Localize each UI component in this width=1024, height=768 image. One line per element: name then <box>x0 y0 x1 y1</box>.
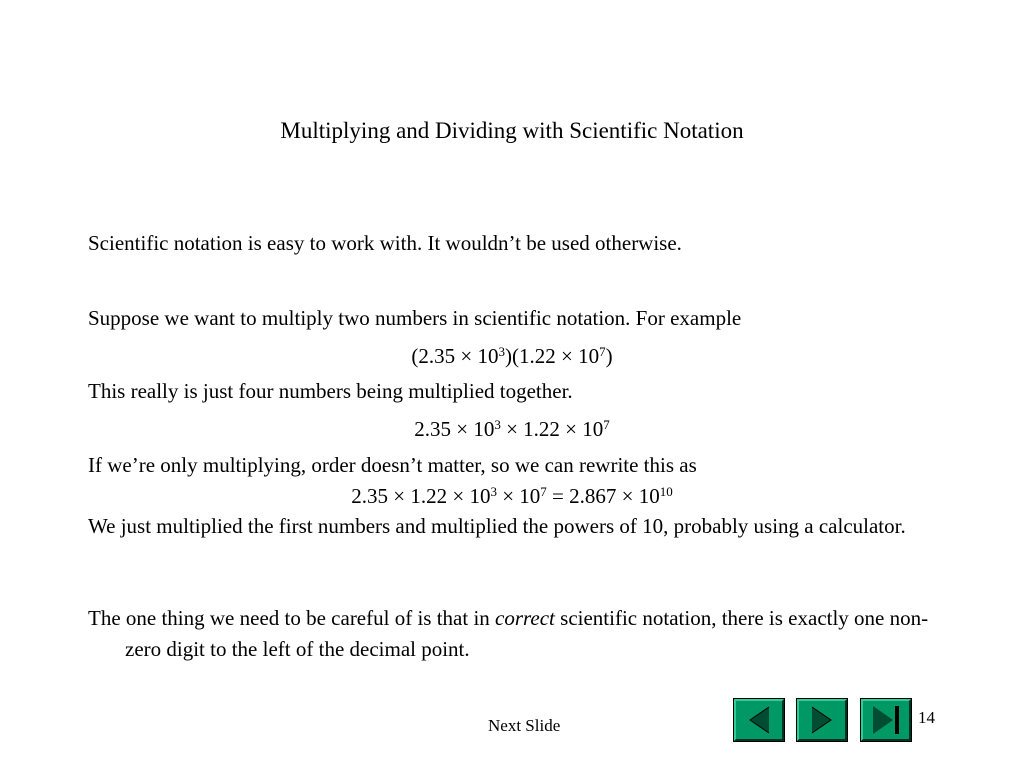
eq1-part-a: (2.35 × 10 <box>411 344 499 368</box>
careful-text-after: scientific notation, there is exactly one non-zero digit to the left of the decimal point. <box>125 606 929 661</box>
eq2-part-a: 2.35 × 10 <box>414 417 495 441</box>
eq3-part-c: = 2.867 × 10 <box>546 484 660 508</box>
eq2-exponent-b: 7 <box>603 417 610 432</box>
equation-product <box>0 342 1024 370</box>
careful-text-before: The one thing we need to be careful of is that in <box>88 606 496 630</box>
eq3-exponent-c: 10 <box>659 484 673 499</box>
careful-paragraph <box>88 603 948 665</box>
just-multiplied-paragraph: We just multiplied the first numbers and multiplied the powers of 10, probably using a calculator. <box>88 514 906 538</box>
skip-to-end-icon <box>863 701 909 739</box>
eq1-part-b: )(1.22 × 10 <box>505 344 600 368</box>
careful-emphasis: correct <box>495 606 555 630</box>
eq1-exponent-b: 7 <box>599 344 606 359</box>
previous-slide-button[interactable] <box>734 699 784 741</box>
next-slide-link[interactable]: Next Slide <box>488 716 561 735</box>
slide-title: Multiplying and Dividing with Scientific Notation <box>280 118 744 143</box>
suppose-paragraph: Suppose we want to multiply two numbers in scientific notation. For example <box>88 306 742 330</box>
slide-number: 14 <box>918 708 935 727</box>
eq2-part-b: × 1.22 × 10 <box>500 417 604 441</box>
eq1-exponent-a: 3 <box>498 344 505 359</box>
eq1-part-c: ) <box>605 344 613 368</box>
order-paragraph: If we’re only multiplying, order doesn’t matter, so we can rewrite this as <box>88 453 697 477</box>
eq3-part-b: × 10 <box>496 484 541 508</box>
intro-paragraph: Scientific notation is easy to work with. It wouldn’t be used otherwise. <box>88 231 682 255</box>
equation-expanded <box>0 415 1024 443</box>
last-slide-button[interactable] <box>861 699 911 741</box>
eq3-exponent-a: 3 <box>490 484 497 499</box>
four-numbers-paragraph: This really is just four numbers being multiplied together. <box>88 379 573 403</box>
next-slide-button[interactable] <box>797 699 847 741</box>
equation-rearranged <box>0 482 1024 510</box>
eq2-exponent-a: 3 <box>494 417 501 432</box>
eq3-exponent-b: 7 <box>540 484 547 499</box>
arrow-right-icon <box>799 701 845 739</box>
arrow-left-icon <box>736 701 782 739</box>
eq3-part-a: 2.35 × 1.22 × 10 <box>351 484 491 508</box>
